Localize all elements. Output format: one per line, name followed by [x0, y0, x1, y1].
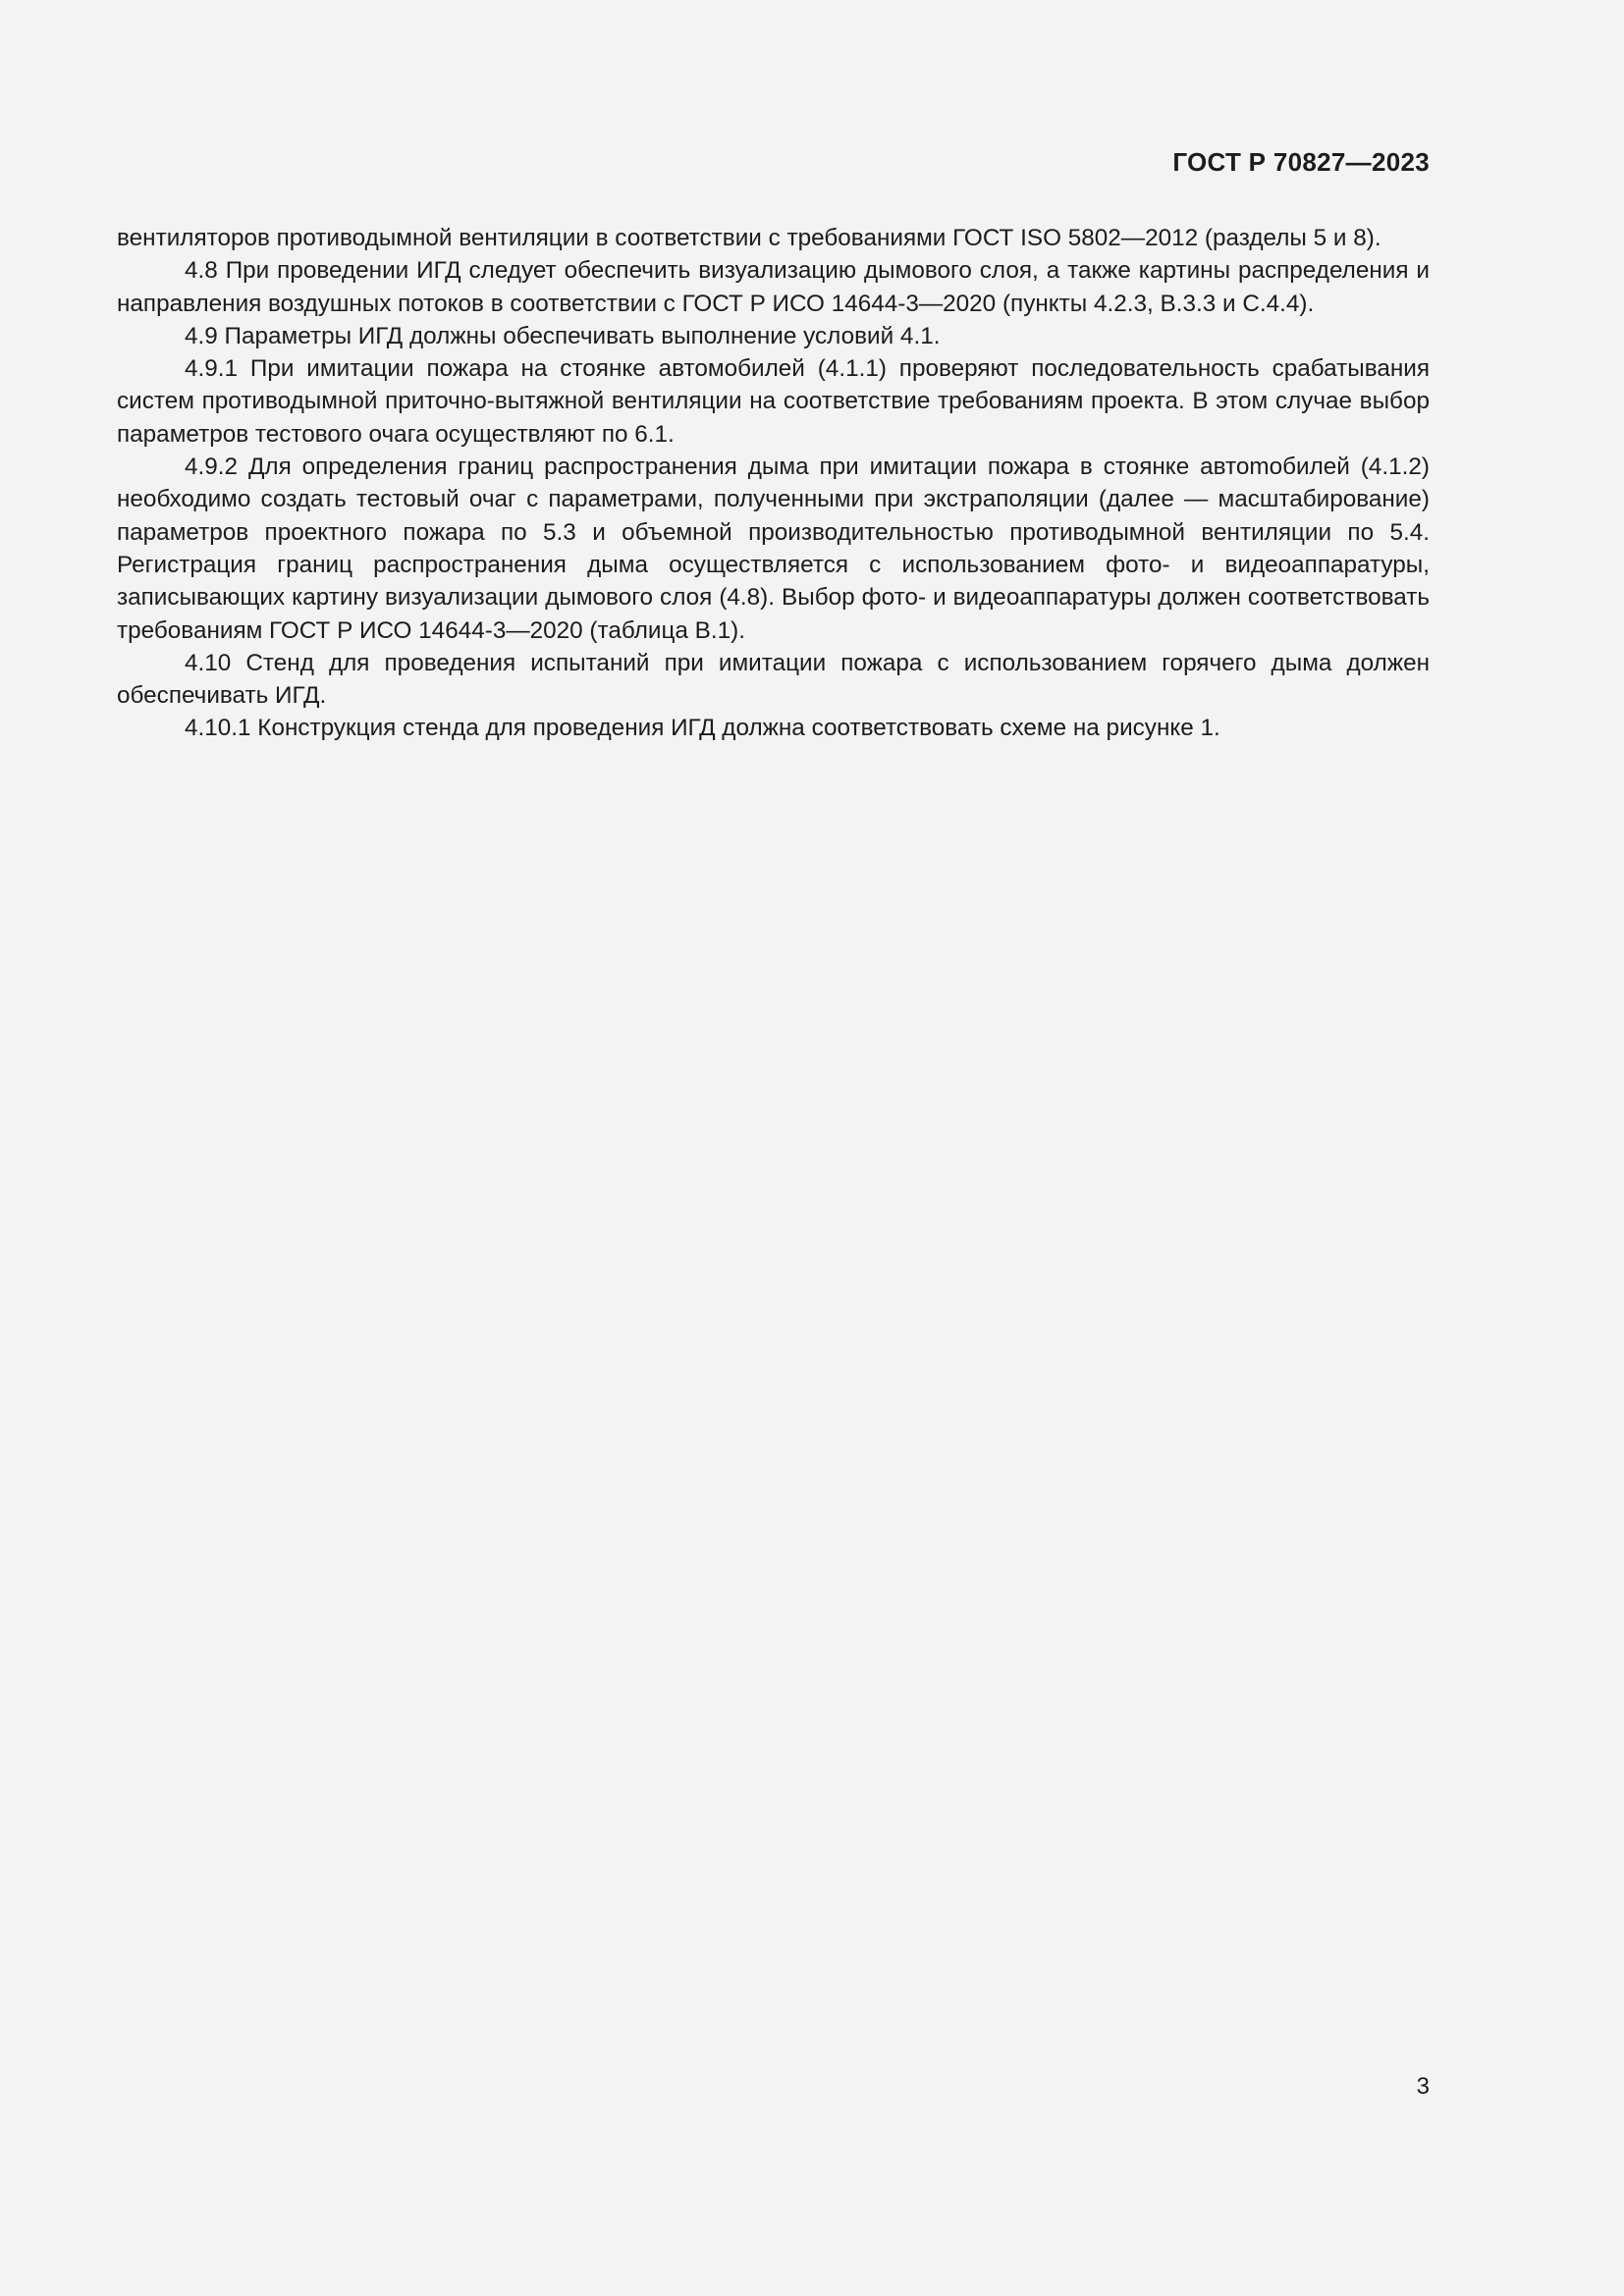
paragraph-4-10: 4.10 Стенд для проведения испытаний при имитации пожара с использованием горячего дыма должен обеспечивать ИГД. — [117, 649, 1430, 710]
paragraph-4-8: 4.8 При проведении ИГД следует обеспечить визуализацию дымового слоя, а также картины распределения и направления воздушных потоков в соответствии с ГОСТ Р ИСО 14644-3—2020 (пункты 4.2.3, В.3.3 и С.4.4). — [117, 257, 1430, 317]
paragraph-4-9: 4.9 Параметры ИГД должны обеспечивать выполнение условий 4.1. — [185, 322, 941, 349]
paragraph-4-10-1: 4.10.1 Конструкция стенда для проведения ИГД должна соответствовать схеме на рисунке 1. — [185, 715, 1220, 742]
page-number: 3 — [1416, 2073, 1430, 2100]
paragraph-continuation: вентиляторов противодымной вентиляции в соответствии с требованиями ГОСТ ISO 5802—2012 (разделы 5 и 8). — [117, 225, 1381, 251]
paragraph-4-9-2: 4.9.2 Для определения границ распространения дыма при имитации пожара в стоянке автоmобилей (4.1.2) необходимо создать тестовый очаг с параметрами, полученными при экстраполяции (далее — масштабирование) параметров проектного пожара по 5.3 и объемной производительностью противодымной вентиляции по 5.4. Регистрация границ распространения дыма осуществляется с использованием фото- и видеоаппаратуры, записывающих картину визуализации дымового слоя (4.8). Выбор фото- и видеоаппаратуры должен соответствовать требованиям ГОСТ Р ИСО 14644-3—2020 (таблица В.1). — [117, 454, 1430, 644]
paragraph-4-9-1: 4.9.1 При имитации пожара на стоянке автомобилей (4.1.1) проверяют последовательность срабатывания систем противодымной приточно-вытяжной вентиляции на соответствие требованиям проекта. В этом случае выбор параметров тестового очага осуществляют по 6.1. — [117, 355, 1430, 448]
document-body — [117, 222, 1430, 745]
document-code-header: ГОСТ Р 70827—2023 — [1172, 147, 1430, 177]
